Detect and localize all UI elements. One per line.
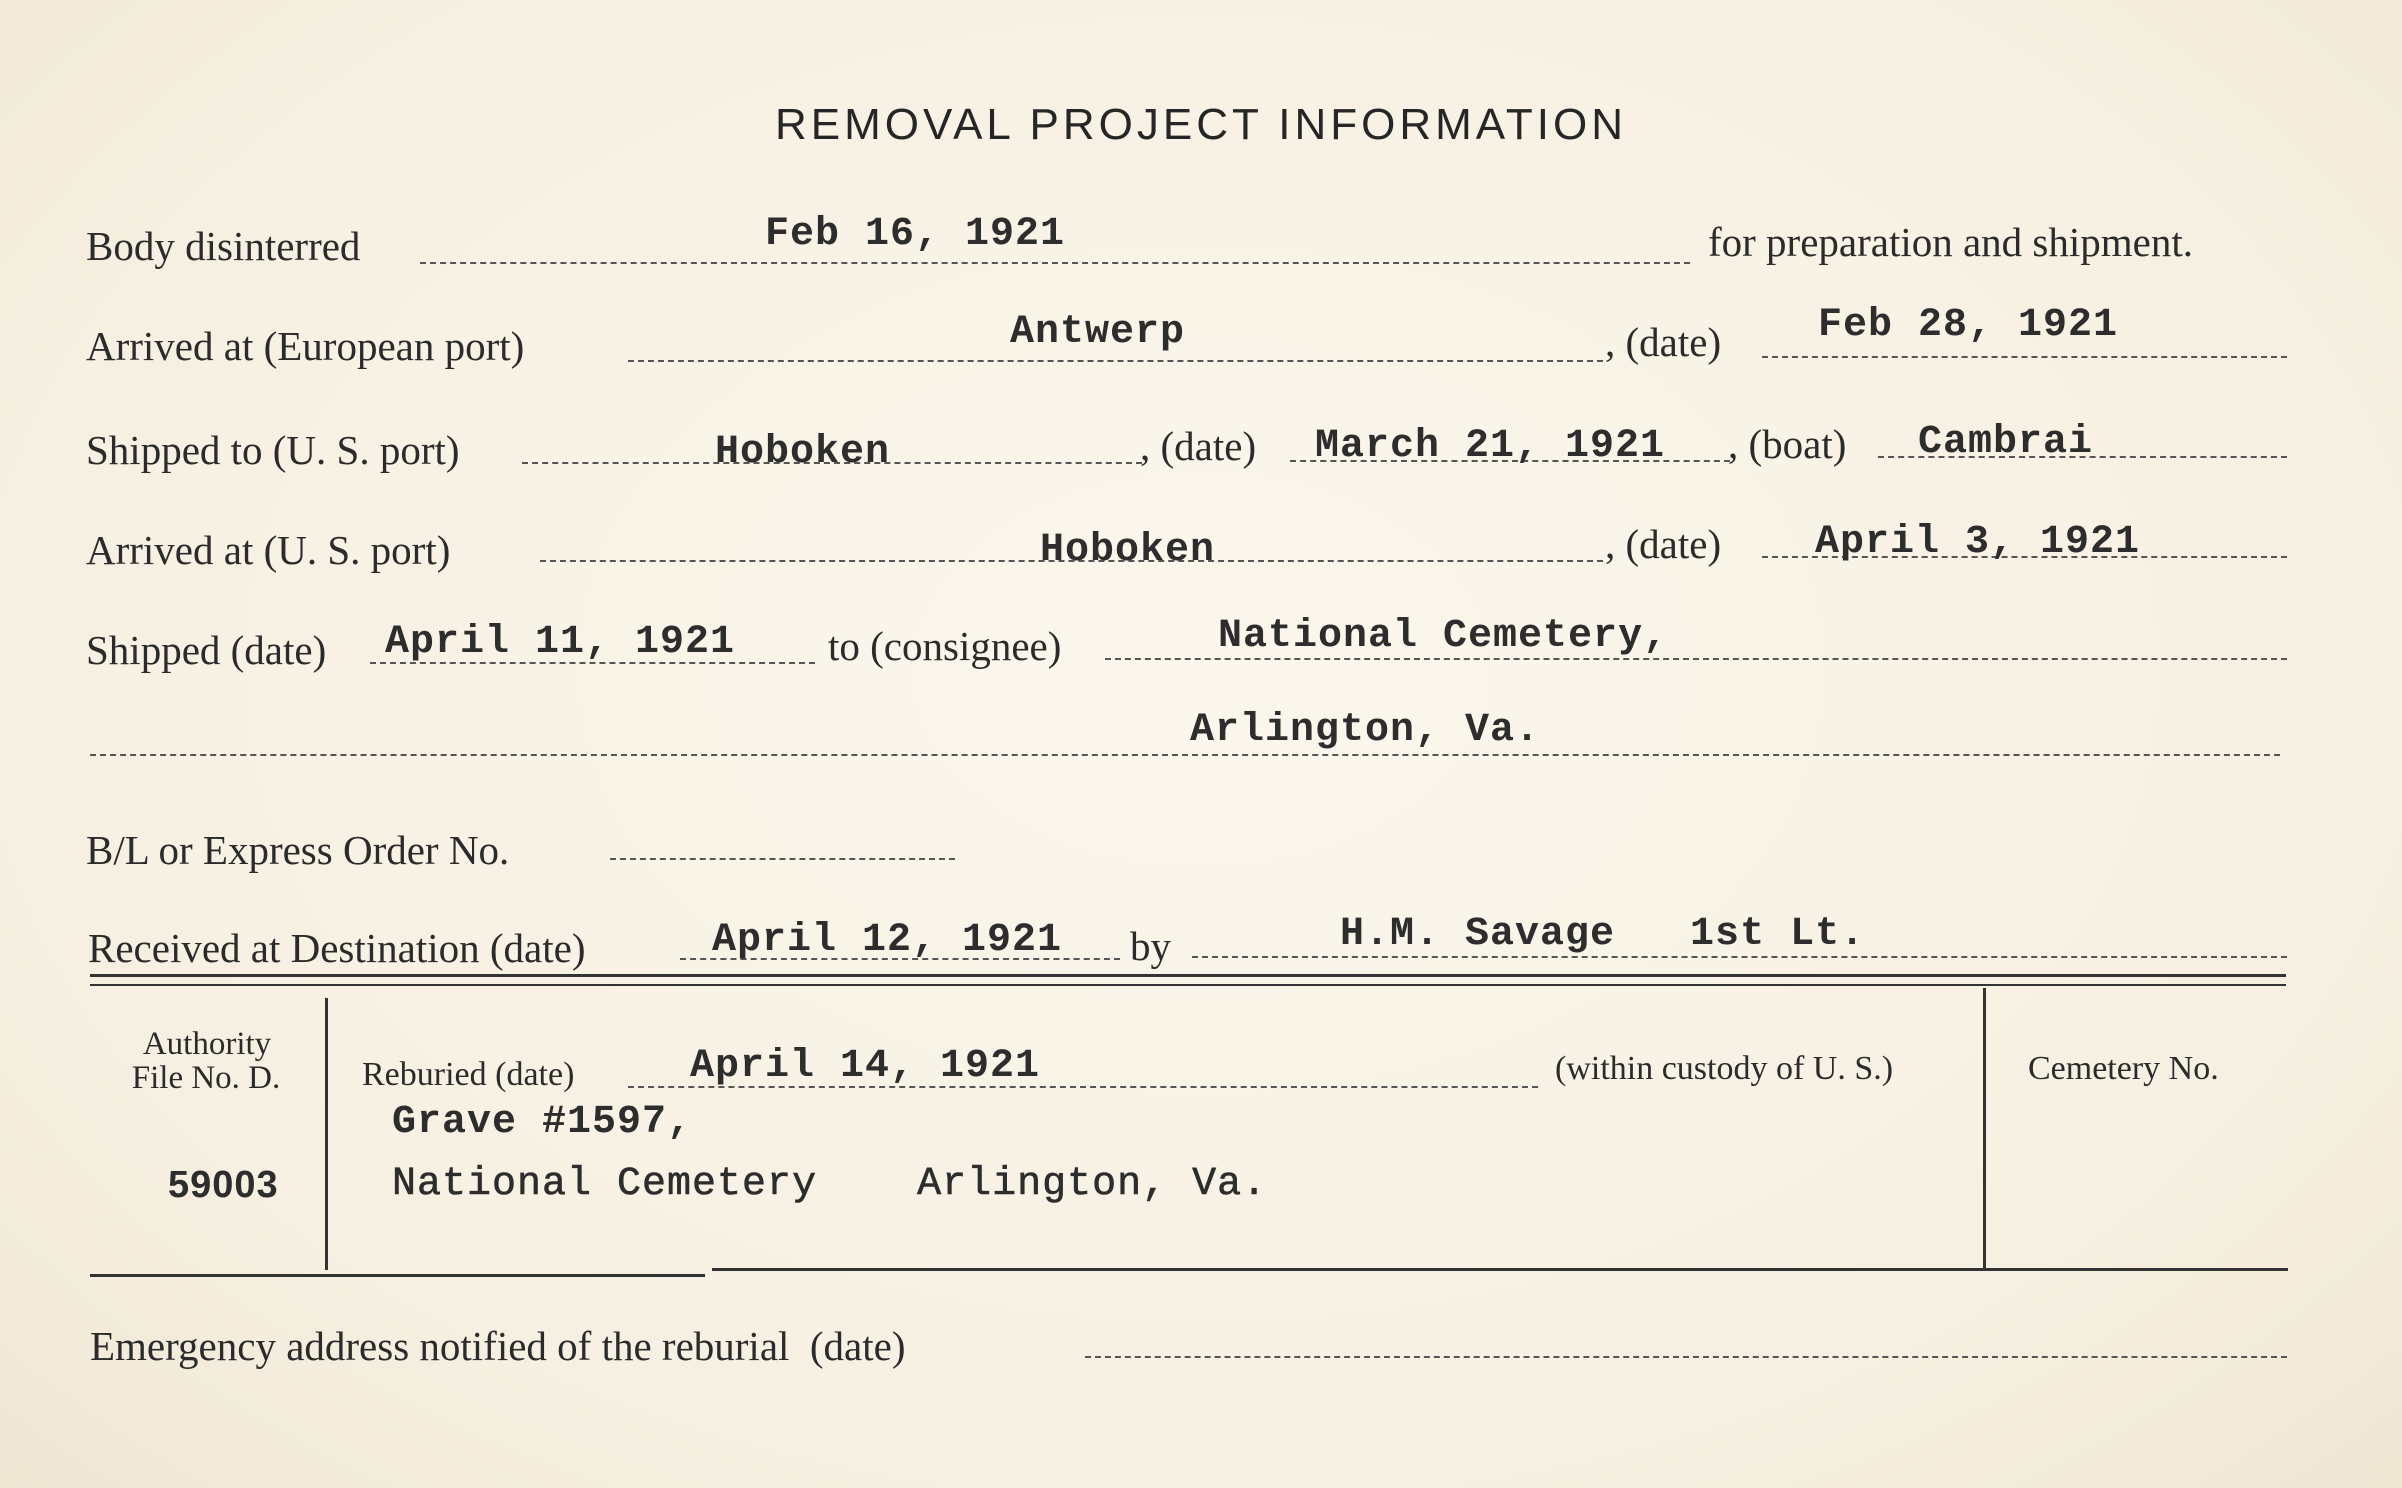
cemetery-no-label: Cemetery No. (2028, 1050, 2219, 1087)
shipped-us-date-label: , (date) (1140, 423, 1257, 469)
european-port-date-value: Feb 28, 1921 (1818, 303, 2119, 348)
received-value: April 12, 1921 (712, 918, 1063, 963)
disinterred-suffix: for preparation and shipment. (1708, 219, 2194, 265)
box-divider-right (1983, 988, 1986, 1268)
arrived-us-value: Hoboken (1040, 528, 1216, 573)
disinterred-value: Feb 16, 1921 (765, 212, 1066, 257)
shipped-us-boat-label: , (boat) (1728, 421, 1847, 467)
consignee-value: National Cemetery, (1218, 614, 1669, 659)
received-label: Received at Destination (date) (88, 925, 586, 971)
shipped-us-date-value: March 21, 1921 (1315, 424, 1666, 469)
arrived-us-date-value: April 3, 1921 (1815, 520, 2141, 565)
box-top-rule (90, 974, 2286, 977)
shipped-value: April 11, 1921 (385, 620, 736, 665)
received-by-label: by (1130, 923, 1171, 969)
bl-order-label: B/L or Express Order No. (86, 827, 510, 873)
european-port-line (628, 360, 1603, 362)
grave-line-2: National Cemetery Arlington, Va. (392, 1162, 1268, 1207)
consignee-value-line2: Arlington, Va. (1190, 708, 1541, 753)
shipped-us-value: Hoboken (715, 430, 891, 475)
received-by-value: H.M. Savage 1st Lt. (1340, 912, 1866, 957)
arrived-us-label: Arrived at (U. S. port) (86, 527, 451, 573)
grave-line-1: Grave #1597, (392, 1100, 693, 1145)
authority-label-1: Authority (142, 1026, 272, 1062)
authority-label-2: File No. D. (131, 1060, 281, 1096)
emergency-line (1085, 1356, 2287, 1358)
shipped-us-boat-value: Cambrai (1918, 420, 2094, 465)
disinterred-line (420, 262, 1690, 264)
european-port-value: Antwerp (1010, 310, 1186, 355)
bl-order-line (610, 858, 955, 860)
shipped-us-label: Shipped to (U. S. port) (86, 427, 460, 473)
european-port-label: Arrived at (European port) (86, 323, 525, 369)
disinterred-label: Body disinterred (86, 223, 361, 269)
reburied-value: April 14, 1921 (690, 1044, 1041, 1089)
european-port-date-line (1762, 356, 2287, 358)
box-bottom-rule-right (712, 1268, 2288, 1271)
box-bottom-rule-left (90, 1274, 705, 1277)
shipped-label: Shipped (date) (86, 627, 327, 673)
box-top-rule-2 (90, 984, 2286, 986)
emergency-label: Emergency address notified of the reburial (date) (90, 1323, 906, 1369)
custody-note: (within custody of U. S.) (1555, 1050, 1894, 1087)
european-port-date-label: , (date) (1605, 319, 1722, 365)
consignee-label: to (consignee) (828, 623, 1062, 669)
box-divider-left (325, 998, 328, 1270)
consignee-line2 (90, 754, 2280, 756)
reburied-label: Reburied (date) (362, 1056, 575, 1093)
authority-file-value: 59003 (168, 1164, 279, 1206)
card-title: REMOVAL PROJECT INFORMATION (775, 100, 1627, 149)
arrived-us-date-label: , (date) (1605, 521, 1722, 567)
